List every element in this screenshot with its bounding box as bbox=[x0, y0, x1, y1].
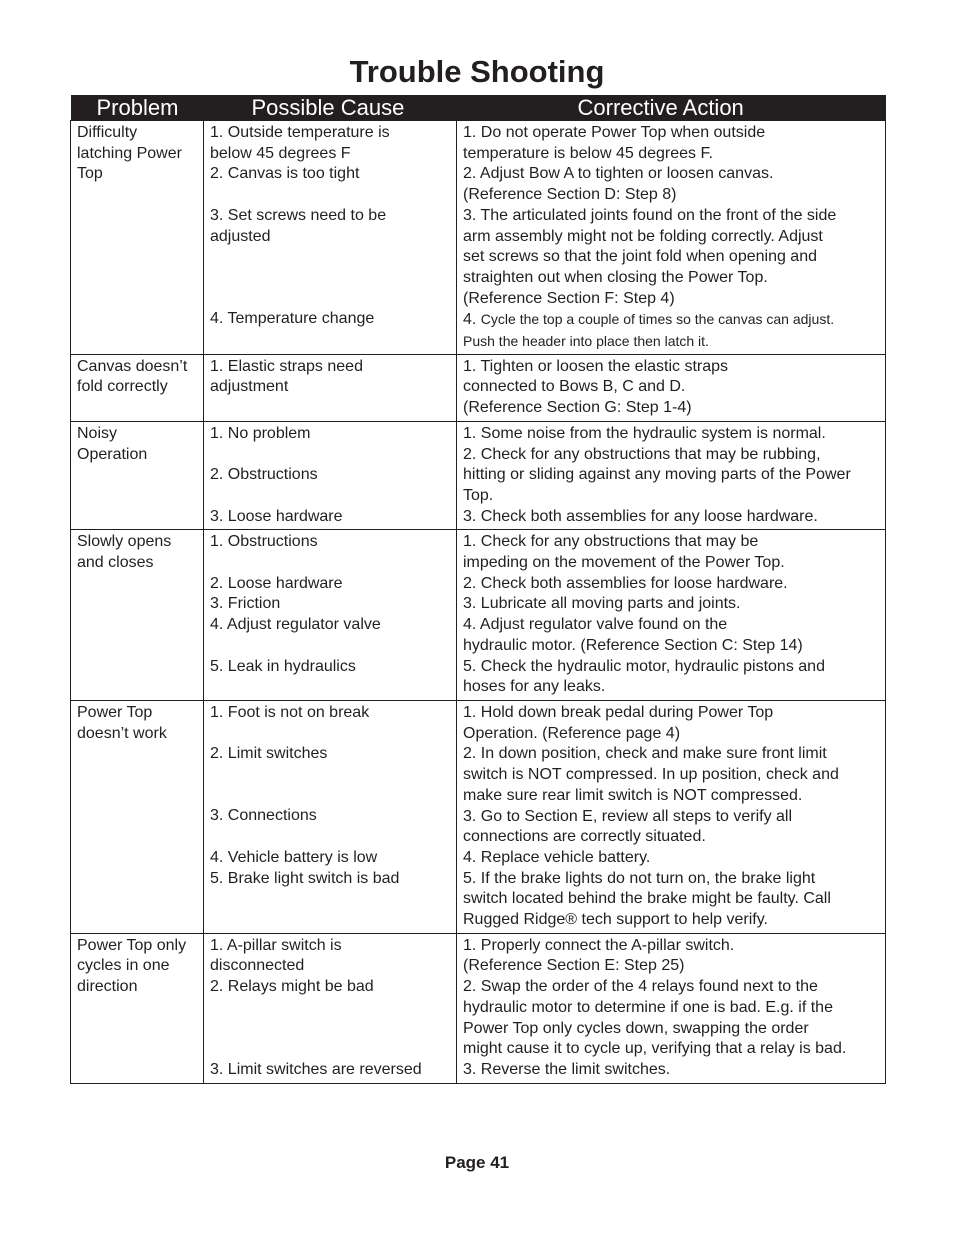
cell-line: 2. Limit switches bbox=[210, 745, 328, 763]
cell-line: 5. Check the hydraulic motor, hydraulic pistons and bbox=[463, 657, 825, 675]
cell-line: 3. Lubricate all moving parts and joints. bbox=[463, 595, 741, 613]
cell-line: might cause it to cycle up, verifying that a relay is bad. bbox=[463, 1040, 847, 1058]
blank-line bbox=[210, 827, 451, 848]
cell-line: 3. Reverse the limit switches. bbox=[463, 1060, 671, 1078]
cell-line: 1. Foot is not on break bbox=[210, 703, 370, 721]
cause-cell bbox=[204, 933, 457, 1083]
cell-line: arm assembly might not be folding correctly. Adjust bbox=[463, 227, 823, 245]
cell-line: (Reference Section D: Step 8) bbox=[463, 186, 677, 204]
cell-line: 5. Brake light switch is bad bbox=[210, 869, 400, 887]
cell-line: 2. Adjust Bow A to tighten or loosen canvas. bbox=[463, 165, 774, 183]
cell-line bbox=[463, 309, 880, 331]
cell-line: adjustment bbox=[210, 378, 289, 396]
cell-line: Slowly opens bbox=[77, 533, 172, 551]
cell-line: set screws so that the joint fold when opening and bbox=[463, 248, 817, 266]
cell-line: 2. Check both assemblies for loose hardware. bbox=[463, 574, 788, 592]
cell-line: 1. Tighten or loosen the elastic straps bbox=[463, 357, 729, 375]
cell-line: Power Top only cycles down, swapping the order bbox=[463, 1019, 809, 1037]
header-possible-cause: Possible Cause bbox=[204, 95, 457, 121]
cell-line: 1. Elastic straps need bbox=[210, 357, 363, 375]
cell-line: 2. Canvas is too tight bbox=[210, 165, 360, 183]
table-row bbox=[71, 530, 886, 701]
cell-line: adjusted bbox=[210, 227, 271, 245]
cell-line: 1. Obstructions bbox=[210, 533, 318, 551]
cell-line: 1. Check for any obstructions that may be bbox=[463, 533, 759, 551]
cell-line: direction bbox=[77, 978, 138, 996]
cell-line: 1. Properly connect the A-pillar switch. bbox=[463, 936, 735, 954]
cell-line: Operation. (Reference page 4) bbox=[463, 724, 681, 742]
cell-line: connections are correctly situated. bbox=[463, 828, 706, 846]
blank-line bbox=[210, 445, 451, 466]
table-row bbox=[71, 700, 886, 933]
action-cell bbox=[457, 700, 886, 933]
cell-line: make sure rear limit switch is NOT compressed. bbox=[463, 786, 803, 804]
cell-line: 3. Limit switches are reversed bbox=[210, 1060, 422, 1078]
cell-line: 2. Loose hardware bbox=[210, 574, 343, 592]
problem-cell bbox=[71, 354, 204, 421]
problem-cell bbox=[71, 121, 204, 355]
cell-line: 3. Connections bbox=[210, 807, 317, 825]
action-cell bbox=[457, 421, 886, 530]
cell-line: 3. Friction bbox=[210, 595, 281, 613]
problem-cell bbox=[71, 700, 204, 933]
small-note: Cycle the top a couple of times so the canvas can adjust. bbox=[480, 311, 835, 328]
cell-line: fold correctly bbox=[77, 378, 168, 396]
cell-line: 1. Some noise from the hydraulic system is normal. bbox=[463, 424, 826, 442]
cell-line: cycles in one bbox=[77, 957, 170, 975]
table-header bbox=[71, 95, 886, 121]
cell-line: switch is NOT compressed. In up position, check and bbox=[463, 766, 839, 784]
action-cell bbox=[457, 933, 886, 1083]
blank-line bbox=[210, 553, 451, 574]
cell-line: hydraulic motor. (Reference Section C: Step 14) bbox=[463, 636, 803, 654]
cell-line: 4. Adjust regulator valve found on the bbox=[463, 616, 728, 634]
blank-line bbox=[210, 998, 451, 1019]
cell-line: Power Top only bbox=[77, 936, 187, 954]
header-problem: Problem bbox=[71, 95, 204, 121]
blank-line bbox=[210, 786, 451, 807]
table-row bbox=[71, 354, 886, 421]
cell-line: Difficulty bbox=[77, 124, 138, 141]
cell-line: Rugged Ridge® tech support to help verify. bbox=[463, 911, 768, 929]
cell-line: Noisy bbox=[77, 424, 118, 442]
cell-line: 1. No problem bbox=[210, 424, 311, 442]
page-number: Page 41 bbox=[444, 1153, 510, 1172]
blank-line bbox=[210, 1039, 451, 1060]
action-cell bbox=[457, 121, 886, 355]
blank-line bbox=[210, 486, 451, 507]
cell-line: 4. Vehicle battery is low bbox=[210, 848, 378, 866]
small-note: Push the header into place then latch it. bbox=[463, 333, 709, 350]
cell-line: 5. Leak in hydraulics bbox=[210, 657, 356, 675]
cell-line: 1. Outside temperature is bbox=[210, 124, 390, 141]
cell-line: (Reference Section E: Step 25) bbox=[463, 957, 685, 975]
cell-line: hitting or sliding against any moving parts of the Power bbox=[463, 466, 851, 484]
cell-line: impeding on the movement of the Power Top. bbox=[463, 554, 785, 572]
blank-line bbox=[210, 1019, 451, 1040]
troubleshooting-table bbox=[70, 95, 886, 1084]
cause-cell bbox=[204, 354, 457, 421]
table-row bbox=[71, 933, 886, 1083]
cause-cell bbox=[204, 421, 457, 530]
cell-line: Canvas doesn’t bbox=[77, 357, 188, 375]
cell-line: 3. Go to Section E, review all steps to verify all bbox=[463, 807, 793, 825]
cell-line: Operation bbox=[77, 445, 148, 463]
problem-cell bbox=[71, 421, 204, 530]
blank-line bbox=[210, 765, 451, 786]
cell-line: straighten out when closing the Power Top. bbox=[463, 268, 768, 286]
blank-line bbox=[210, 268, 451, 289]
cell-line: 3. Check both assemblies for any loose hardware. bbox=[463, 507, 818, 525]
cell-line: 4. Temperature change bbox=[210, 310, 375, 328]
blank-line bbox=[210, 636, 451, 657]
cell-line: hoses for any leaks. bbox=[463, 678, 606, 696]
cell-line: 2. Obstructions bbox=[210, 466, 318, 484]
cell-line: connected to Bows B, C and D. bbox=[463, 378, 686, 396]
cell-line: doesn’t work bbox=[77, 724, 167, 742]
item-number: 4. bbox=[463, 311, 481, 329]
cell-line: Top bbox=[77, 165, 103, 183]
cell-line: Top. bbox=[463, 486, 494, 504]
cell-line: 3. Set screws need to be bbox=[210, 206, 387, 224]
cell-line: Power Top bbox=[77, 703, 153, 721]
problem-cell bbox=[71, 530, 204, 701]
cell-line: 1. A-pillar switch is bbox=[210, 936, 342, 954]
cell-line: and closes bbox=[77, 554, 154, 572]
cell-line: 2. Check for any obstructions that may be rubbing, bbox=[463, 445, 821, 463]
cell-line: 2. In down position, check and make sure front limit bbox=[463, 745, 827, 763]
cell-line: 2. Swap the order of the 4 relays found next to the bbox=[463, 978, 818, 996]
cause-cell bbox=[204, 530, 457, 701]
cell-line: temperature is below 45 degrees F. bbox=[463, 144, 713, 162]
cell-line: 2. Relays might be bad bbox=[210, 978, 374, 996]
page-title: Trouble Shooting bbox=[349, 54, 605, 89]
cell-line: 1. Do not operate Power Top when outside bbox=[463, 124, 766, 141]
cell-line: hydraulic motor to determine if one is bad. E.g. if the bbox=[463, 998, 833, 1016]
cell-line: below 45 degrees F bbox=[210, 144, 351, 162]
cell-line: switch located behind the brake might be faulty. Call bbox=[463, 890, 831, 908]
cell-line: (Reference Section F: Step 4) bbox=[463, 289, 675, 307]
cause-cell bbox=[204, 121, 457, 355]
table-row bbox=[71, 421, 886, 530]
blank-line bbox=[210, 724, 451, 745]
cell-line: 4. Adjust regulator valve bbox=[210, 616, 381, 634]
blank-line bbox=[210, 185, 451, 206]
cell-line: disconnected bbox=[210, 957, 305, 975]
cause-cell bbox=[204, 700, 457, 933]
action-cell bbox=[457, 354, 886, 421]
cell-line: 3. Loose hardware bbox=[210, 507, 343, 525]
action-cell bbox=[457, 530, 886, 701]
blank-line bbox=[210, 247, 451, 268]
cell-line: (Reference Section G: Step 1-4) bbox=[463, 399, 692, 417]
cell-line: 3. The articulated joints found on the front of the side bbox=[463, 206, 837, 224]
header-corrective-action: Corrective Action bbox=[457, 95, 886, 121]
cell-line: 5. If the brake lights do not turn on, the brake light bbox=[463, 869, 816, 887]
table-body bbox=[71, 121, 886, 1084]
problem-cell bbox=[71, 933, 204, 1083]
blank-line bbox=[210, 289, 451, 310]
cell-line: 1. Hold down break pedal during Power Top bbox=[463, 703, 774, 721]
cell-line: 4. Replace vehicle battery. bbox=[463, 848, 651, 866]
table-row bbox=[71, 121, 886, 355]
cell-line: latching Power bbox=[77, 144, 182, 162]
